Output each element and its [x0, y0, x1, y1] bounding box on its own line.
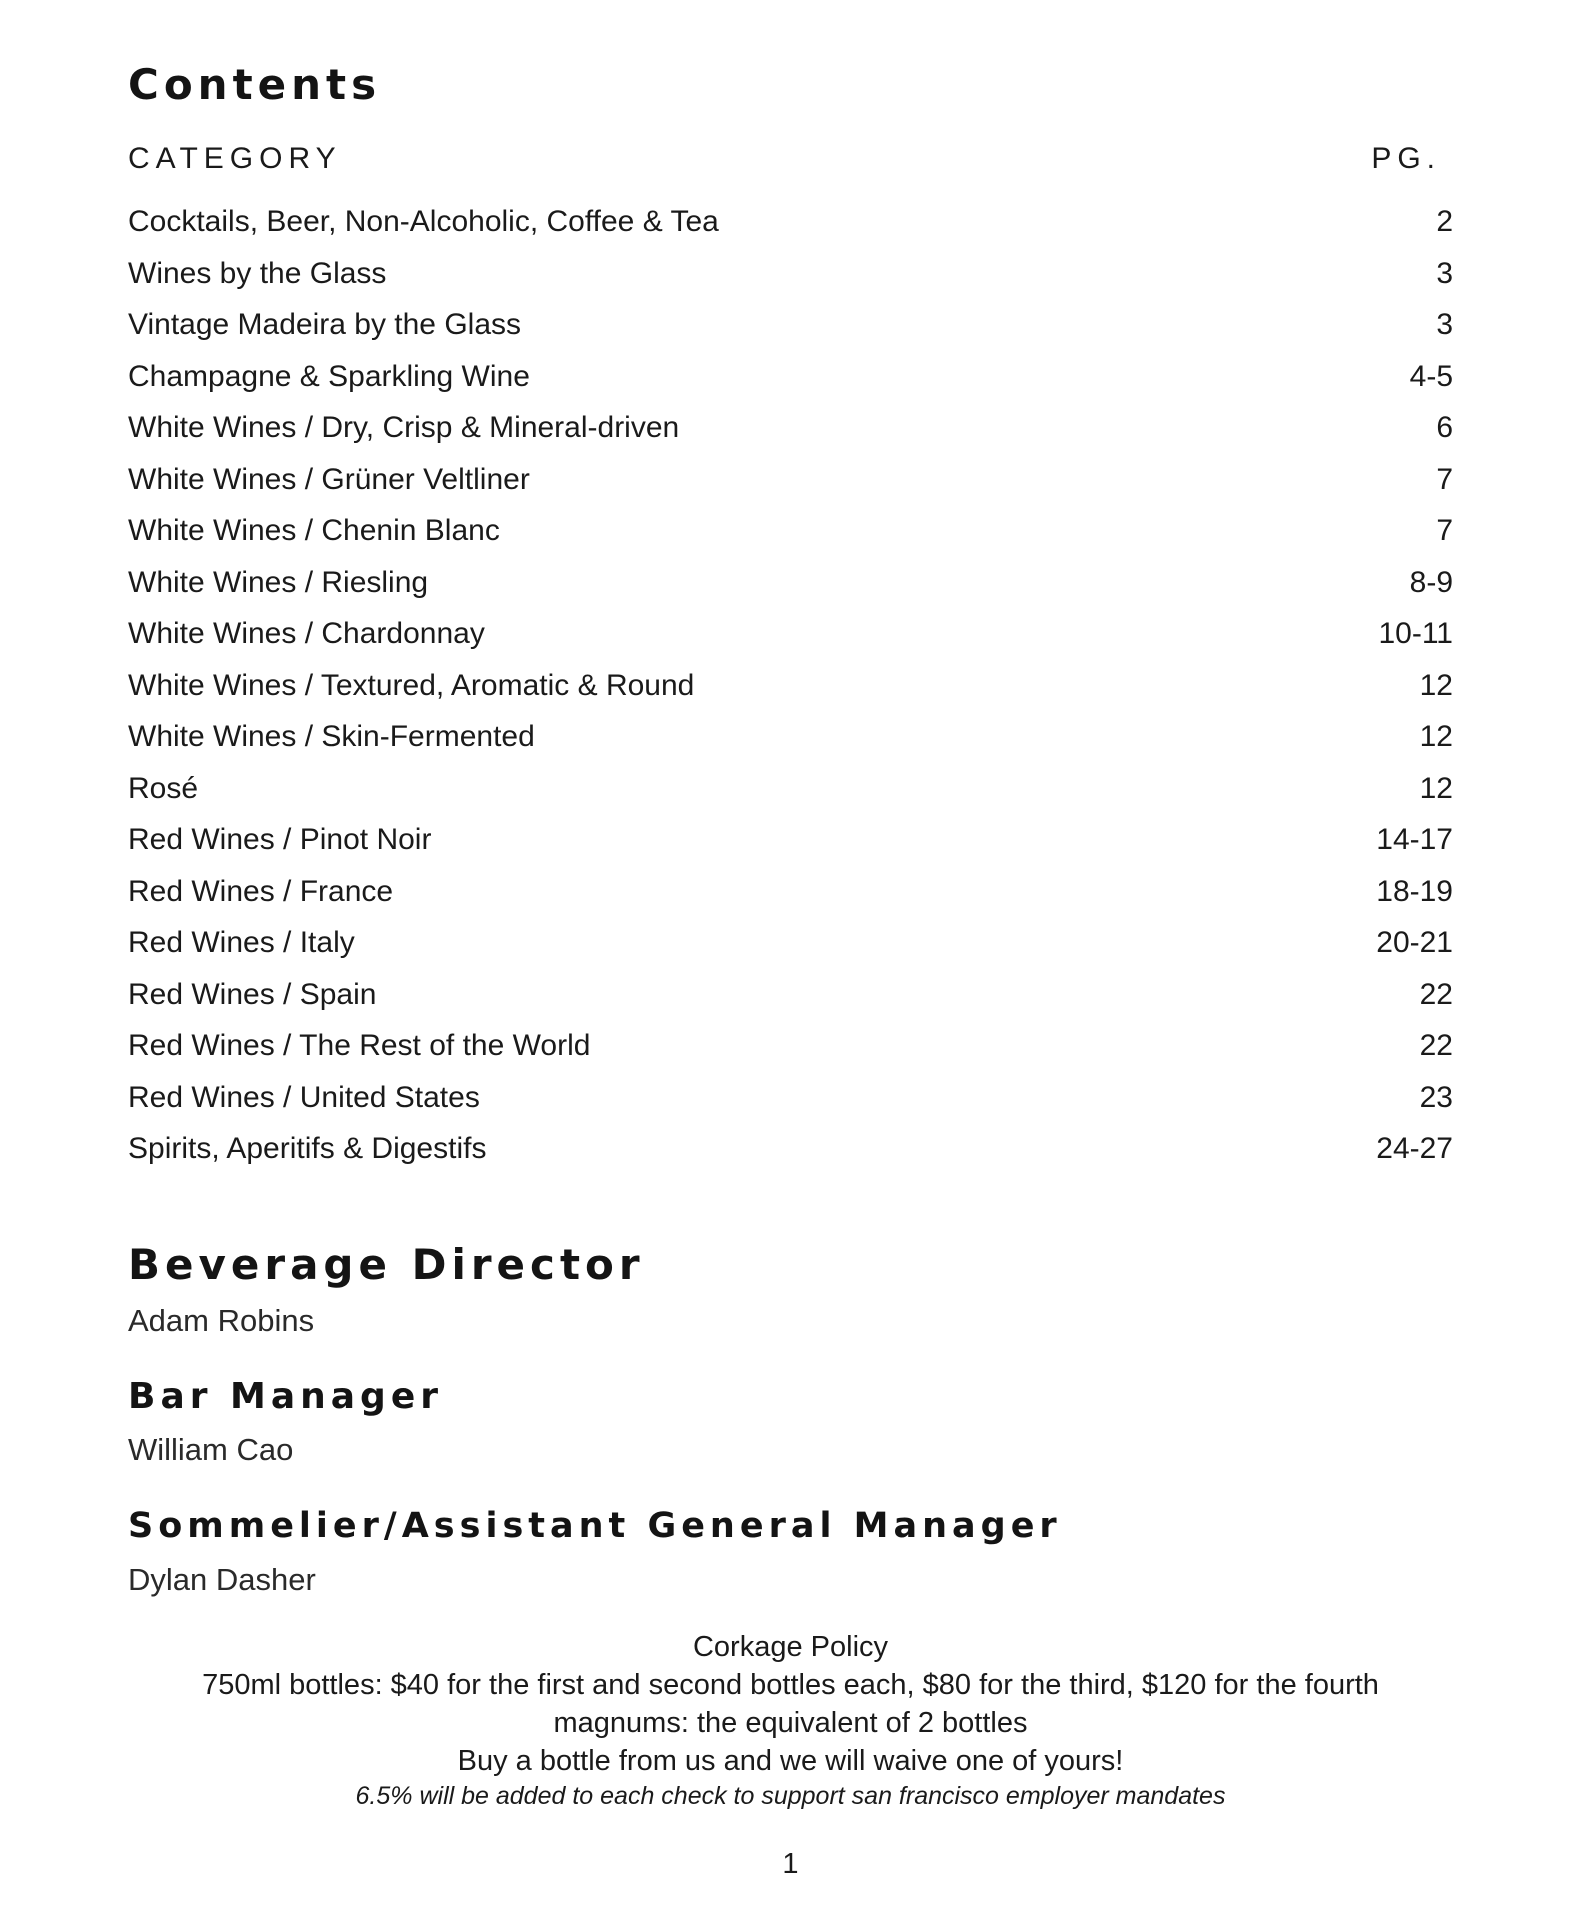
toc-category-name: Vintage Madeira by the Glass — [128, 308, 522, 341]
toc-page-number: 10-11 — [1378, 617, 1453, 650]
toc-row — [128, 308, 1453, 360]
toc-row — [128, 514, 1453, 566]
toc-row — [128, 205, 1453, 257]
toc-page-number: 7 — [1436, 514, 1453, 547]
page-number: 1 — [782, 1848, 799, 1880]
toc-row — [128, 1132, 1453, 1184]
toc-page-number: 20-21 — [1376, 926, 1453, 959]
toc-row — [128, 257, 1453, 309]
toc-category-name: Champagne & Sparkling Wine — [128, 359, 530, 393]
toc-page-number: 6 — [1436, 411, 1453, 444]
toc-page-number: 7 — [1436, 462, 1453, 496]
toc-category-name: Red Wines / Spain — [128, 977, 377, 1011]
corkage-title: Corkage Policy — [692, 1631, 889, 1663]
toc-page-header: PG. — [1371, 142, 1441, 175]
toc-category-name: Cocktails, Beer, Non-Alcoholic, Coffee & Tea — [128, 205, 719, 238]
toc-row — [128, 463, 1453, 515]
toc-page-number: 3 — [1436, 308, 1453, 341]
bar-manager-name: William Cao — [128, 1432, 294, 1467]
toc-page-number: 12 — [1419, 771, 1453, 805]
toc-row — [128, 978, 1453, 1030]
toc-category-name: White Wines / Textured, Aromatic & Round — [128, 668, 695, 702]
toc-category-name: Red Wines / France — [128, 874, 394, 908]
toc-page-number: 23 — [1419, 1080, 1453, 1114]
toc-page-number: 24-27 — [1376, 1132, 1453, 1165]
toc-page-number: 12 — [1419, 668, 1453, 702]
toc-page-number: 3 — [1436, 256, 1453, 290]
toc-row — [128, 720, 1453, 772]
toc-category-name: Spirits, Aperitifs & Digestifs — [128, 1132, 487, 1165]
toc-category-name: White Wines / Dry, Crisp & Mineral-driven — [128, 411, 680, 444]
beverage-director-name: Adam Robins — [128, 1303, 315, 1338]
toc-row — [128, 411, 1453, 463]
toc-category-name: White Wines / Chardonnay — [128, 617, 485, 650]
contents-title: Contents — [128, 60, 382, 109]
toc-page-number: 12 — [1419, 720, 1453, 753]
toc-page-number: 14-17 — [1376, 823, 1453, 856]
corkage-bottles-line: 750ml bottles: $40 for the first and second bottles each, $80 for the third, $120 for the fourth — [202, 1669, 1379, 1701]
toc-category-name: White Wines / Riesling — [128, 565, 429, 599]
toc-row — [128, 772, 1453, 824]
toc-header — [128, 142, 1453, 182]
toc-page-number: 4-5 — [1409, 359, 1453, 393]
bar-manager-title: Bar Manager — [128, 1376, 443, 1417]
toc-category-name: Rosé — [128, 771, 199, 805]
toc-category-name: Red Wines / Italy — [128, 926, 355, 959]
toc-category-name: White Wines / Chenin Blanc — [128, 514, 500, 547]
toc-page-number: 22 — [1419, 1029, 1453, 1062]
toc-category-name: Red Wines / Pinot Noir — [128, 823, 432, 856]
toc-row — [128, 566, 1453, 618]
toc-category-header: CATEGORY — [128, 142, 342, 175]
corkage-policy — [128, 1628, 1453, 1812]
toc-row — [128, 823, 1453, 875]
toc-category-name: Red Wines / The Rest of the World — [128, 1029, 591, 1062]
beverage-director-title: Beverage Director — [128, 1240, 645, 1289]
toc-category-name: White Wines / Grüner Veltliner — [128, 462, 530, 496]
toc-row — [128, 875, 1453, 927]
corkage-waive-line: Buy a bottle from us and we will waive one of yours! — [457, 1745, 1124, 1777]
corkage-magnums-line: magnums: the equivalent of 2 bottles — [553, 1707, 1028, 1739]
corkage-surcharge-note: 6.5% will be added to each check to support san francisco employer mandates — [355, 1782, 1226, 1810]
toc-page-number: 2 — [1436, 205, 1453, 238]
toc-page-number: 8-9 — [1409, 565, 1453, 599]
sommelier-title: Sommelier/Assistant General Manager — [128, 1506, 1062, 1546]
toc-page-number: 22 — [1419, 977, 1453, 1011]
toc-list — [128, 205, 1453, 1184]
toc-page-number: 18-19 — [1376, 874, 1453, 908]
toc-category-name: Red Wines / United States — [128, 1080, 480, 1114]
toc-row — [128, 1081, 1453, 1133]
toc-row — [128, 617, 1453, 669]
toc-category-name: White Wines / Skin-Fermented — [128, 720, 535, 753]
toc-row — [128, 926, 1453, 978]
toc-category-name: Wines by the Glass — [128, 256, 387, 290]
toc-row — [128, 669, 1453, 721]
toc-row — [128, 360, 1453, 412]
toc-row — [128, 1029, 1453, 1081]
sommelier-name: Dylan Dasher — [128, 1562, 316, 1597]
